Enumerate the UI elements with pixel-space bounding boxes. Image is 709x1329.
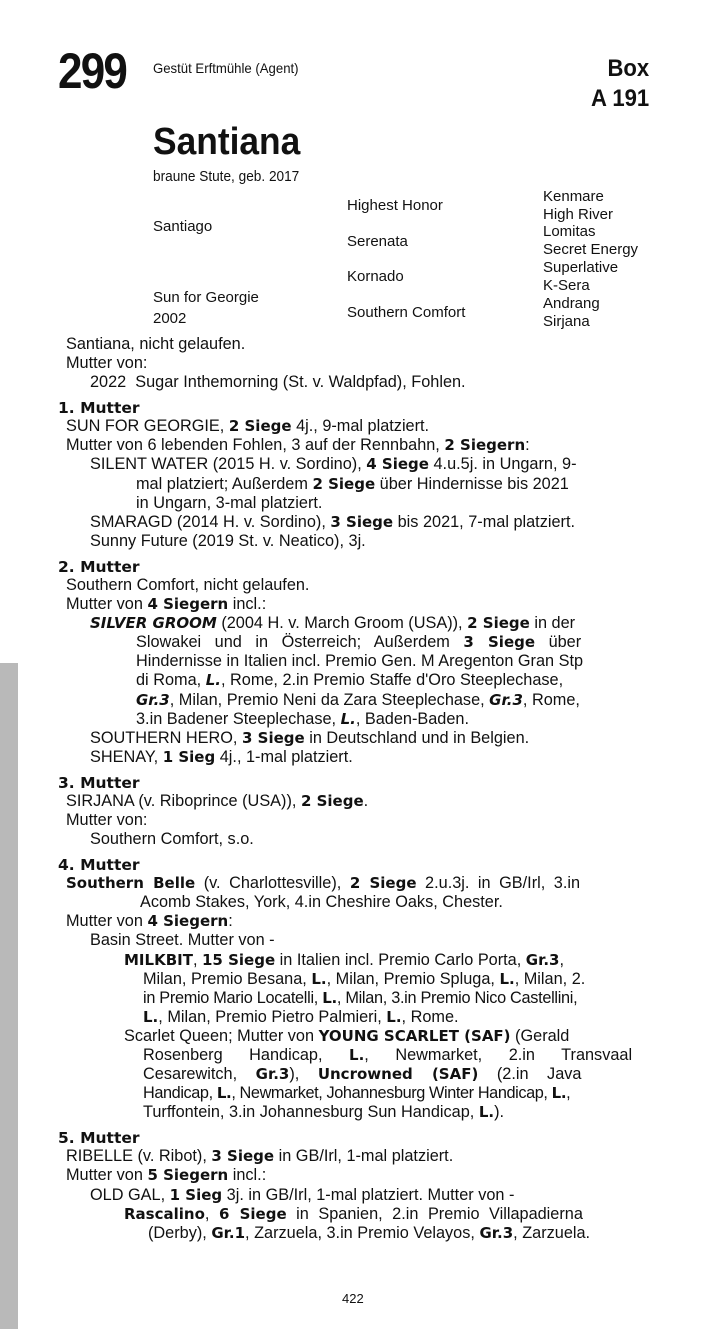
bold-text: 2 Siege <box>300 791 364 810</box>
produce-entry <box>58 748 651 767</box>
pedigree-dam-year: 2002 <box>153 310 187 327</box>
text-run: , Newmarket, Johannesburg Winter Handicap, <box>231 1084 552 1103</box>
dam-record <box>58 874 651 912</box>
text-run: , <box>192 950 202 969</box>
text-line <box>58 633 651 652</box>
pedigree-text <box>58 335 651 1243</box>
text-run: in Italien incl. Premio Carlo Porta, <box>275 950 526 969</box>
produce-entry: Basin Street. Mutter von - <box>90 931 275 950</box>
produce-entry <box>58 455 651 512</box>
text-run: SHENAY, <box>90 747 163 766</box>
text-run: SILENT WATER (2015 H. v. Sordino), <box>90 455 367 474</box>
lot-number: 299 <box>58 43 127 99</box>
text-run: , Zarzuela, 3.in Premio Velayos, <box>245 1223 480 1242</box>
text-line <box>58 951 651 970</box>
bold-text: 5 Siegern <box>147 1166 229 1185</box>
dam-record: Southern Comfort, nicht gelaufen. <box>66 575 310 594</box>
bold-text: 3 Siege <box>463 633 536 652</box>
text-run: RIBELLE (v. Ribot), <box>66 1147 212 1166</box>
text-run: 4j., 9-mal platziert. <box>291 417 430 436</box>
text-run: incl.: <box>228 1166 267 1185</box>
text-run: Scarlet Queen; Mutter von <box>124 1026 319 1045</box>
text-line <box>58 1027 651 1046</box>
section-heading-5th-dam: 5. Mutter <box>58 1129 140 1148</box>
grandproduce-entry <box>58 1205 651 1243</box>
bold-text: YOUNG SCARLET (SAF) <box>318 1026 511 1045</box>
dam-produce-summary <box>58 1166 651 1185</box>
bold-text: 15 Siege <box>202 950 276 969</box>
bold-text: L. <box>205 671 221 690</box>
text-run: (Gerald <box>510 1026 570 1045</box>
text-run: , Rome, 2.in Premio Staffe d'Oro Steeplechase, <box>220 671 564 690</box>
pedigree-gen3: Kenmare <box>543 188 604 205</box>
bold-text: MILKBIT <box>124 950 193 969</box>
pedigree-gen3: Secret Energy <box>543 241 639 258</box>
section-heading-4th-dam: 4. Mutter <box>58 856 140 875</box>
bold-text: Rascalino <box>124 1204 205 1223</box>
text-run: (2004 H. v. March Groom (USA)), <box>216 614 468 633</box>
text-run: 3j. in GB/Irl, 1-mal platziert. Mutter von - <box>222 1185 515 1204</box>
pedigree-gen3: Superlative <box>543 259 619 276</box>
text-run: SUN FOR GEORGIE, <box>66 417 229 436</box>
bold-text: L. <box>311 969 327 988</box>
breeder: Gestüt Erftmühle (Agent) <box>153 60 299 76</box>
text-run: SIRJANA (v. Riboprince (USA)), <box>66 791 301 810</box>
bold-text: Gr.1 <box>211 1223 246 1242</box>
dam-produce-summary <box>58 436 651 455</box>
horse-description: braune Stute, geb. 2017 <box>153 169 300 185</box>
produce-entry: Sunny Future (2019 St. v. Neatico), 3j. <box>90 531 366 550</box>
bold-text: L. <box>499 969 515 988</box>
text-run: Mutter von 6 lebenden Fohlen, 3 auf der Rennbahn, <box>66 436 445 455</box>
text-run: : <box>228 912 233 931</box>
text-run: Mutter von <box>66 1166 148 1185</box>
produce-entry <box>58 1186 651 1205</box>
horse-name: Santiana <box>153 121 301 163</box>
text-line <box>58 614 651 633</box>
bold-text: 1 Sieg <box>169 1185 223 1204</box>
text-line: in Ungarn, 3-mal platziert. <box>136 493 323 512</box>
text-run: , Milan, 2. <box>514 969 586 988</box>
produce-entry: 2022 Sugar Inthemorning (St. v. Waldpfad), Fohlen. <box>90 373 466 392</box>
bold-text: 4 Siegern <box>147 595 229 614</box>
pedigree-gen3: K-Sera <box>543 277 590 294</box>
text-run: . <box>363 791 369 810</box>
produce-entry <box>58 729 651 748</box>
dam-record <box>58 417 651 436</box>
bold-text: L. <box>386 1007 402 1026</box>
bold-text: SILVER GROOM <box>90 614 217 633</box>
text-line: Hindernisse in Italien incl. Premio Gen. M Aregenton Gran Stp <box>136 652 584 671</box>
text-run: in der <box>529 614 576 633</box>
pedigree-gen3: High River <box>543 206 614 223</box>
text-run: in GB/Irl, 1-mal platziert. <box>274 1147 454 1166</box>
produce-entry <box>58 614 651 729</box>
text-run: SOUTHERN HERO, <box>90 728 242 747</box>
bold-text: L. <box>478 1103 495 1122</box>
text-line <box>58 475 651 494</box>
text-run: , Milan, Premio Neni da Zara Steeplechase, <box>169 690 490 709</box>
text-run: , Baden-Baden. <box>355 709 469 728</box>
text-line <box>58 691 651 710</box>
pedigree-gen3: Sirjana <box>543 313 590 330</box>
dam-produce-summary <box>58 912 651 931</box>
pedigree-gen2: Highest Honor <box>347 197 443 214</box>
bold-text: L. <box>340 709 356 728</box>
bold-text: 2 Siege <box>349 874 417 893</box>
text-run: , <box>566 1084 571 1103</box>
text-run: Slowakei und in Österreich; Außerdem <box>136 633 464 652</box>
bold-text: L. <box>349 1046 365 1064</box>
pedigree-gen3: Lomitas <box>543 223 596 240</box>
text-run: 4.u.5j. in Ungarn, 9- <box>428 455 577 474</box>
text-line <box>58 1065 651 1084</box>
bold-text: L. <box>143 1007 159 1026</box>
bold-text: Southern Belle <box>66 874 196 893</box>
text-run: (2.in Java <box>478 1065 582 1084</box>
text-run: in Deutschland und in Belgien. <box>304 728 530 747</box>
bold-text: 4 Siege <box>366 455 429 474</box>
text-run: 3.in Badener Steeplechase, <box>136 709 341 728</box>
text-run: in Spanien, 2.in Premio Villapadierna <box>286 1204 583 1223</box>
text-line <box>58 1205 651 1224</box>
text-run: ). <box>494 1103 505 1122</box>
side-thumb-tab <box>0 663 18 1329</box>
produce-entry: Southern Comfort, s.o. <box>90 830 254 849</box>
text-run: SMARAGD (2014 H. v. Sordino), <box>90 512 331 531</box>
text-run: über Hindernisse bis 2021 <box>375 474 569 493</box>
text-run: , Rome, <box>522 690 580 709</box>
box-number: A 191 <box>590 85 649 112</box>
dam-produce-summary <box>58 595 651 614</box>
text-run: , Newmarket, 2.in Transvaal <box>364 1046 633 1064</box>
text-line <box>58 1008 651 1027</box>
produce-entry <box>58 1027 651 1122</box>
bold-text: Gr.3 <box>479 1223 514 1242</box>
text-line <box>58 1046 651 1065</box>
text-run: über <box>535 633 582 652</box>
produce-heading: Mutter von: <box>66 354 148 373</box>
text-run: in Premio Mario Locatelli, <box>143 988 323 1007</box>
text-run: , Rome. <box>401 1007 459 1026</box>
text-line <box>58 970 651 989</box>
box-label: Box <box>607 55 649 82</box>
pedigree-sire: Santiago <box>153 218 213 235</box>
text-line <box>58 1103 651 1122</box>
text-run: , Zarzuela. <box>513 1223 591 1242</box>
text-run: , Milan, 3.in Premio Nico Castellini, <box>336 988 578 1007</box>
box-info <box>591 54 649 114</box>
bold-text: 4 Siegern <box>147 912 229 931</box>
bold-text: 3 Siege <box>241 728 305 747</box>
text-run: , Milan, Premio Spluga, <box>326 969 500 988</box>
text-run: Mutter von <box>66 912 148 931</box>
bold-text: Gr.3 <box>489 690 523 709</box>
text-run: : <box>525 436 530 455</box>
text-run: Mutter von <box>66 595 148 614</box>
produce-entry <box>58 513 651 532</box>
text-line <box>58 1084 651 1103</box>
text-run: di Roma, <box>136 671 206 690</box>
bold-text: Uncrowned (SAF) <box>317 1065 479 1084</box>
section-heading-3rd-dam: 3. Mutter <box>58 773 140 792</box>
bold-text: 2 Siege <box>312 474 376 493</box>
text-run: Turffontein, 3.in Johannesburg Sun Handicap, <box>143 1103 479 1122</box>
text-run: ), <box>289 1065 318 1084</box>
dam-record <box>58 1147 651 1166</box>
text-run: , Milan, Premio Pietro Palmieri, <box>158 1007 387 1026</box>
dam-record <box>58 792 651 811</box>
text-run: , <box>559 950 565 969</box>
text-run: incl.: <box>228 595 267 614</box>
bold-text: Gr.3 <box>525 950 560 969</box>
text-line <box>58 671 651 690</box>
section-heading-2nd-dam: 2. Mutter <box>58 557 140 576</box>
pedigree-gen3: Andrang <box>543 295 600 312</box>
text-run: Rosenberg Handicap, <box>143 1046 350 1064</box>
bold-text: L. <box>216 1084 232 1103</box>
bold-text: L. <box>322 988 337 1007</box>
bold-text: 2 Siege <box>228 417 292 436</box>
pedigree-gen2: Serenata <box>347 233 408 250</box>
bold-text: 3 Siege <box>211 1147 275 1166</box>
text-run: Cesarewitch, <box>143 1065 256 1084</box>
produce-heading: Mutter von: <box>66 810 148 829</box>
bold-text: 2 Siege <box>467 614 530 633</box>
text-run: mal platziert; Außerdem <box>136 474 313 493</box>
bold-text: 3 Siege <box>330 512 394 531</box>
bold-text: L. <box>551 1084 567 1103</box>
text-run: Handicap, <box>143 1084 217 1103</box>
text-run: , <box>204 1204 219 1223</box>
text-line <box>58 989 651 1008</box>
section-heading-1st-dam: 1. Mutter <box>58 399 140 418</box>
grandproduce-entry <box>58 951 651 1027</box>
text-run: 2.u.3j. in GB/Irl, 3.in <box>416 874 581 893</box>
text-line: Acomb Stakes, York, 4.in Cheshire Oaks, Chester. <box>140 893 503 912</box>
bold-text: 2 Siegern <box>444 436 526 455</box>
text-line <box>58 1224 651 1243</box>
page-number: 422 <box>342 1291 364 1306</box>
text-line <box>58 710 651 729</box>
text-run: Milan, Premio Besana, <box>143 969 312 988</box>
pedigree-dam: Sun for Georgie <box>153 289 259 306</box>
bold-text: Gr.3 <box>136 690 170 709</box>
text-line <box>58 874 651 893</box>
bold-text: 6 Siege <box>218 1204 287 1223</box>
text-line <box>58 455 651 474</box>
race-record: Santiana, nicht gelaufen. <box>66 335 246 353</box>
text-run: (v. Charlottesville), <box>195 874 350 893</box>
text-run: 4j., 1-mal platziert. <box>215 747 353 766</box>
text-run: OLD GAL, <box>90 1185 170 1204</box>
text-run: bis 2021, 7-mal platziert. <box>393 512 575 531</box>
bold-text: Gr.3 <box>255 1065 290 1084</box>
pedigree-gen2: Kornado <box>347 268 404 285</box>
bold-text: 1 Sieg <box>162 747 216 766</box>
text-run: (Derby), <box>148 1223 212 1242</box>
pedigree-gen2: Southern Comfort <box>347 304 466 321</box>
